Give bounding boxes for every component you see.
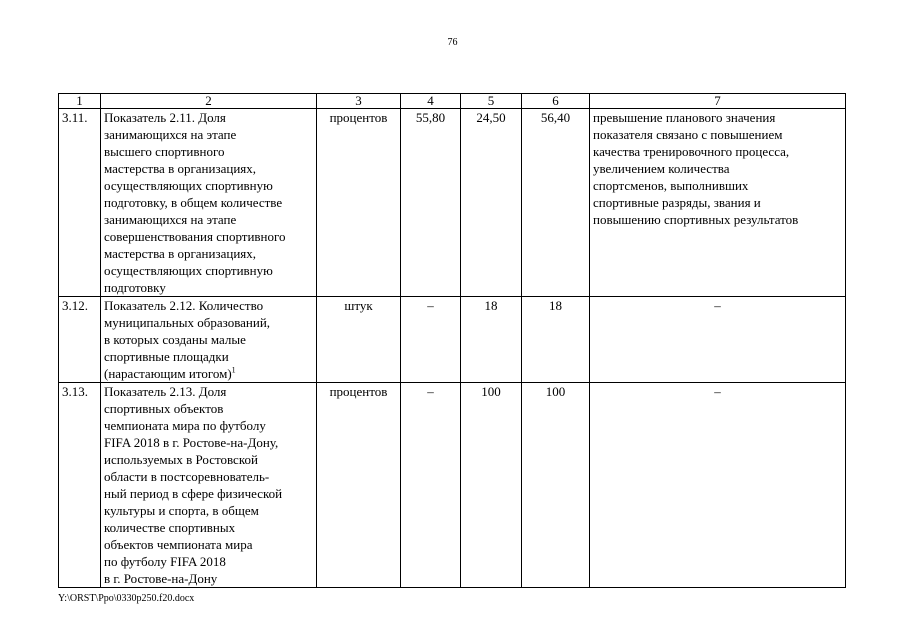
comment-cell-line: показателя связано с повышением: [593, 127, 783, 142]
value-cell-col5: 100: [461, 383, 522, 588]
value-cell-col4: –: [401, 383, 461, 588]
indicator-cell-line: в г. Ростове-на-Дону: [104, 571, 218, 586]
indicator-cell-line: FIFA 2018 в г. Ростове-на-Дону,: [104, 435, 279, 450]
indicator-cell-line: подготовку, в общем количестве: [104, 195, 283, 210]
indicator-cell-line: занимающихся на этапе: [104, 212, 237, 227]
table-row: [59, 297, 846, 383]
footnote-mark: 1: [231, 365, 236, 375]
indicator-cell-line: осуществляющих спортивную: [104, 263, 273, 278]
table-row: [59, 109, 846, 297]
comment-cell-line: превышение планового значения: [593, 110, 776, 125]
comment-cell-line: повышению спортивных результатов: [593, 212, 799, 227]
indicator-cell-line: высшего спортивного: [104, 144, 225, 159]
unit-cell: штук: [317, 297, 401, 383]
indicator-cell-line: по футболу FIFA 2018: [104, 554, 226, 569]
value-cell-col6: 56,40: [522, 109, 590, 297]
indicator-cell-line: спортивные площадки: [104, 349, 229, 364]
row-number-cell: 3.12.: [59, 297, 101, 383]
comment-cell: [590, 109, 846, 297]
indicator-cell-line: мастерства в организациях,: [104, 246, 257, 261]
indicator-cell: [101, 297, 317, 383]
unit-cell: процентов: [317, 109, 401, 297]
indicator-cell-line: [104, 365, 313, 382]
indicator-cell: [101, 109, 317, 297]
indicator-cell-line: мастерства в организациях,: [104, 161, 257, 176]
indicator-cell: [101, 383, 317, 588]
indicator-cell-line: объектов чемпионата мира: [104, 537, 253, 552]
indicator-cell-line: количестве спортивных: [104, 520, 236, 535]
header-cell: 6: [522, 94, 590, 109]
indicator-cell-line: области в постсоревнователь-: [104, 469, 270, 484]
table-body: [59, 94, 846, 588]
value-cell-col6: 100: [522, 383, 590, 588]
value-cell-col6: 18: [522, 297, 590, 383]
row-number-cell: 3.13.: [59, 383, 101, 588]
indicator-cell-line: чемпионата мира по футболу: [104, 418, 266, 433]
header-cell: 3: [317, 94, 401, 109]
row-number-cell: 3.11.: [59, 109, 101, 297]
value-cell-col4: 55,80: [401, 109, 461, 297]
header-cell: 7: [590, 94, 846, 109]
indicator-cell-line: используемых в Ростовской: [104, 452, 258, 467]
indicator-text: (нарастающим итогом): [104, 366, 232, 381]
comment-cell: [590, 383, 846, 588]
comment-cell-line: спортсменов, выполнивших: [593, 178, 749, 193]
indicator-cell-line: Показатель 2.12. Количество: [104, 298, 264, 313]
header-cell: 1: [59, 94, 101, 109]
indicator-cell-line: осуществляющих спортивную: [104, 178, 273, 193]
comment-cell-line: качества тренировочного процесса,: [593, 144, 790, 159]
header-cell: 4: [401, 94, 461, 109]
indicators-table: [58, 93, 846, 588]
indicator-cell-line: муниципальных образований,: [104, 315, 271, 330]
indicator-cell-line: Показатель 2.13. Доля: [104, 384, 227, 399]
indicator-cell-line: ный период в сфере физической: [104, 486, 283, 501]
indicator-cell-line: в которых созданы малые: [104, 332, 246, 347]
unit-cell: процентов: [317, 383, 401, 588]
value-cell-col5: 18: [461, 297, 522, 383]
table-header-row: [59, 94, 846, 109]
indicator-cell-line: Показатель 2.11. Доля: [104, 110, 226, 125]
header-cell: 5: [461, 94, 522, 109]
indicator-cell-line: культуры и спорта, в общем: [104, 503, 259, 518]
indicator-cell-line: занимающихся на этапе: [104, 127, 237, 142]
comment-cell-line: –: [714, 384, 721, 399]
header-cell: 2: [101, 94, 317, 109]
comment-cell-line: –: [714, 298, 721, 313]
indicator-cell-line: спортивных объектов: [104, 401, 224, 416]
file-path-footer: Y:\ORST\Ppo\0330p250.f20.docx: [58, 593, 195, 604]
value-cell-col5: 24,50: [461, 109, 522, 297]
indicator-cell-line: совершенствования спортивного: [104, 229, 286, 244]
page-number: 76: [447, 37, 458, 48]
indicator-cell-line: подготовку: [104, 280, 166, 295]
comment-cell-line: спортивные разряды, звания и: [593, 195, 761, 210]
table-row: [59, 383, 846, 588]
comment-cell-line: увеличением количества: [593, 161, 730, 176]
comment-cell: [590, 297, 846, 383]
value-cell-col4: –: [401, 297, 461, 383]
